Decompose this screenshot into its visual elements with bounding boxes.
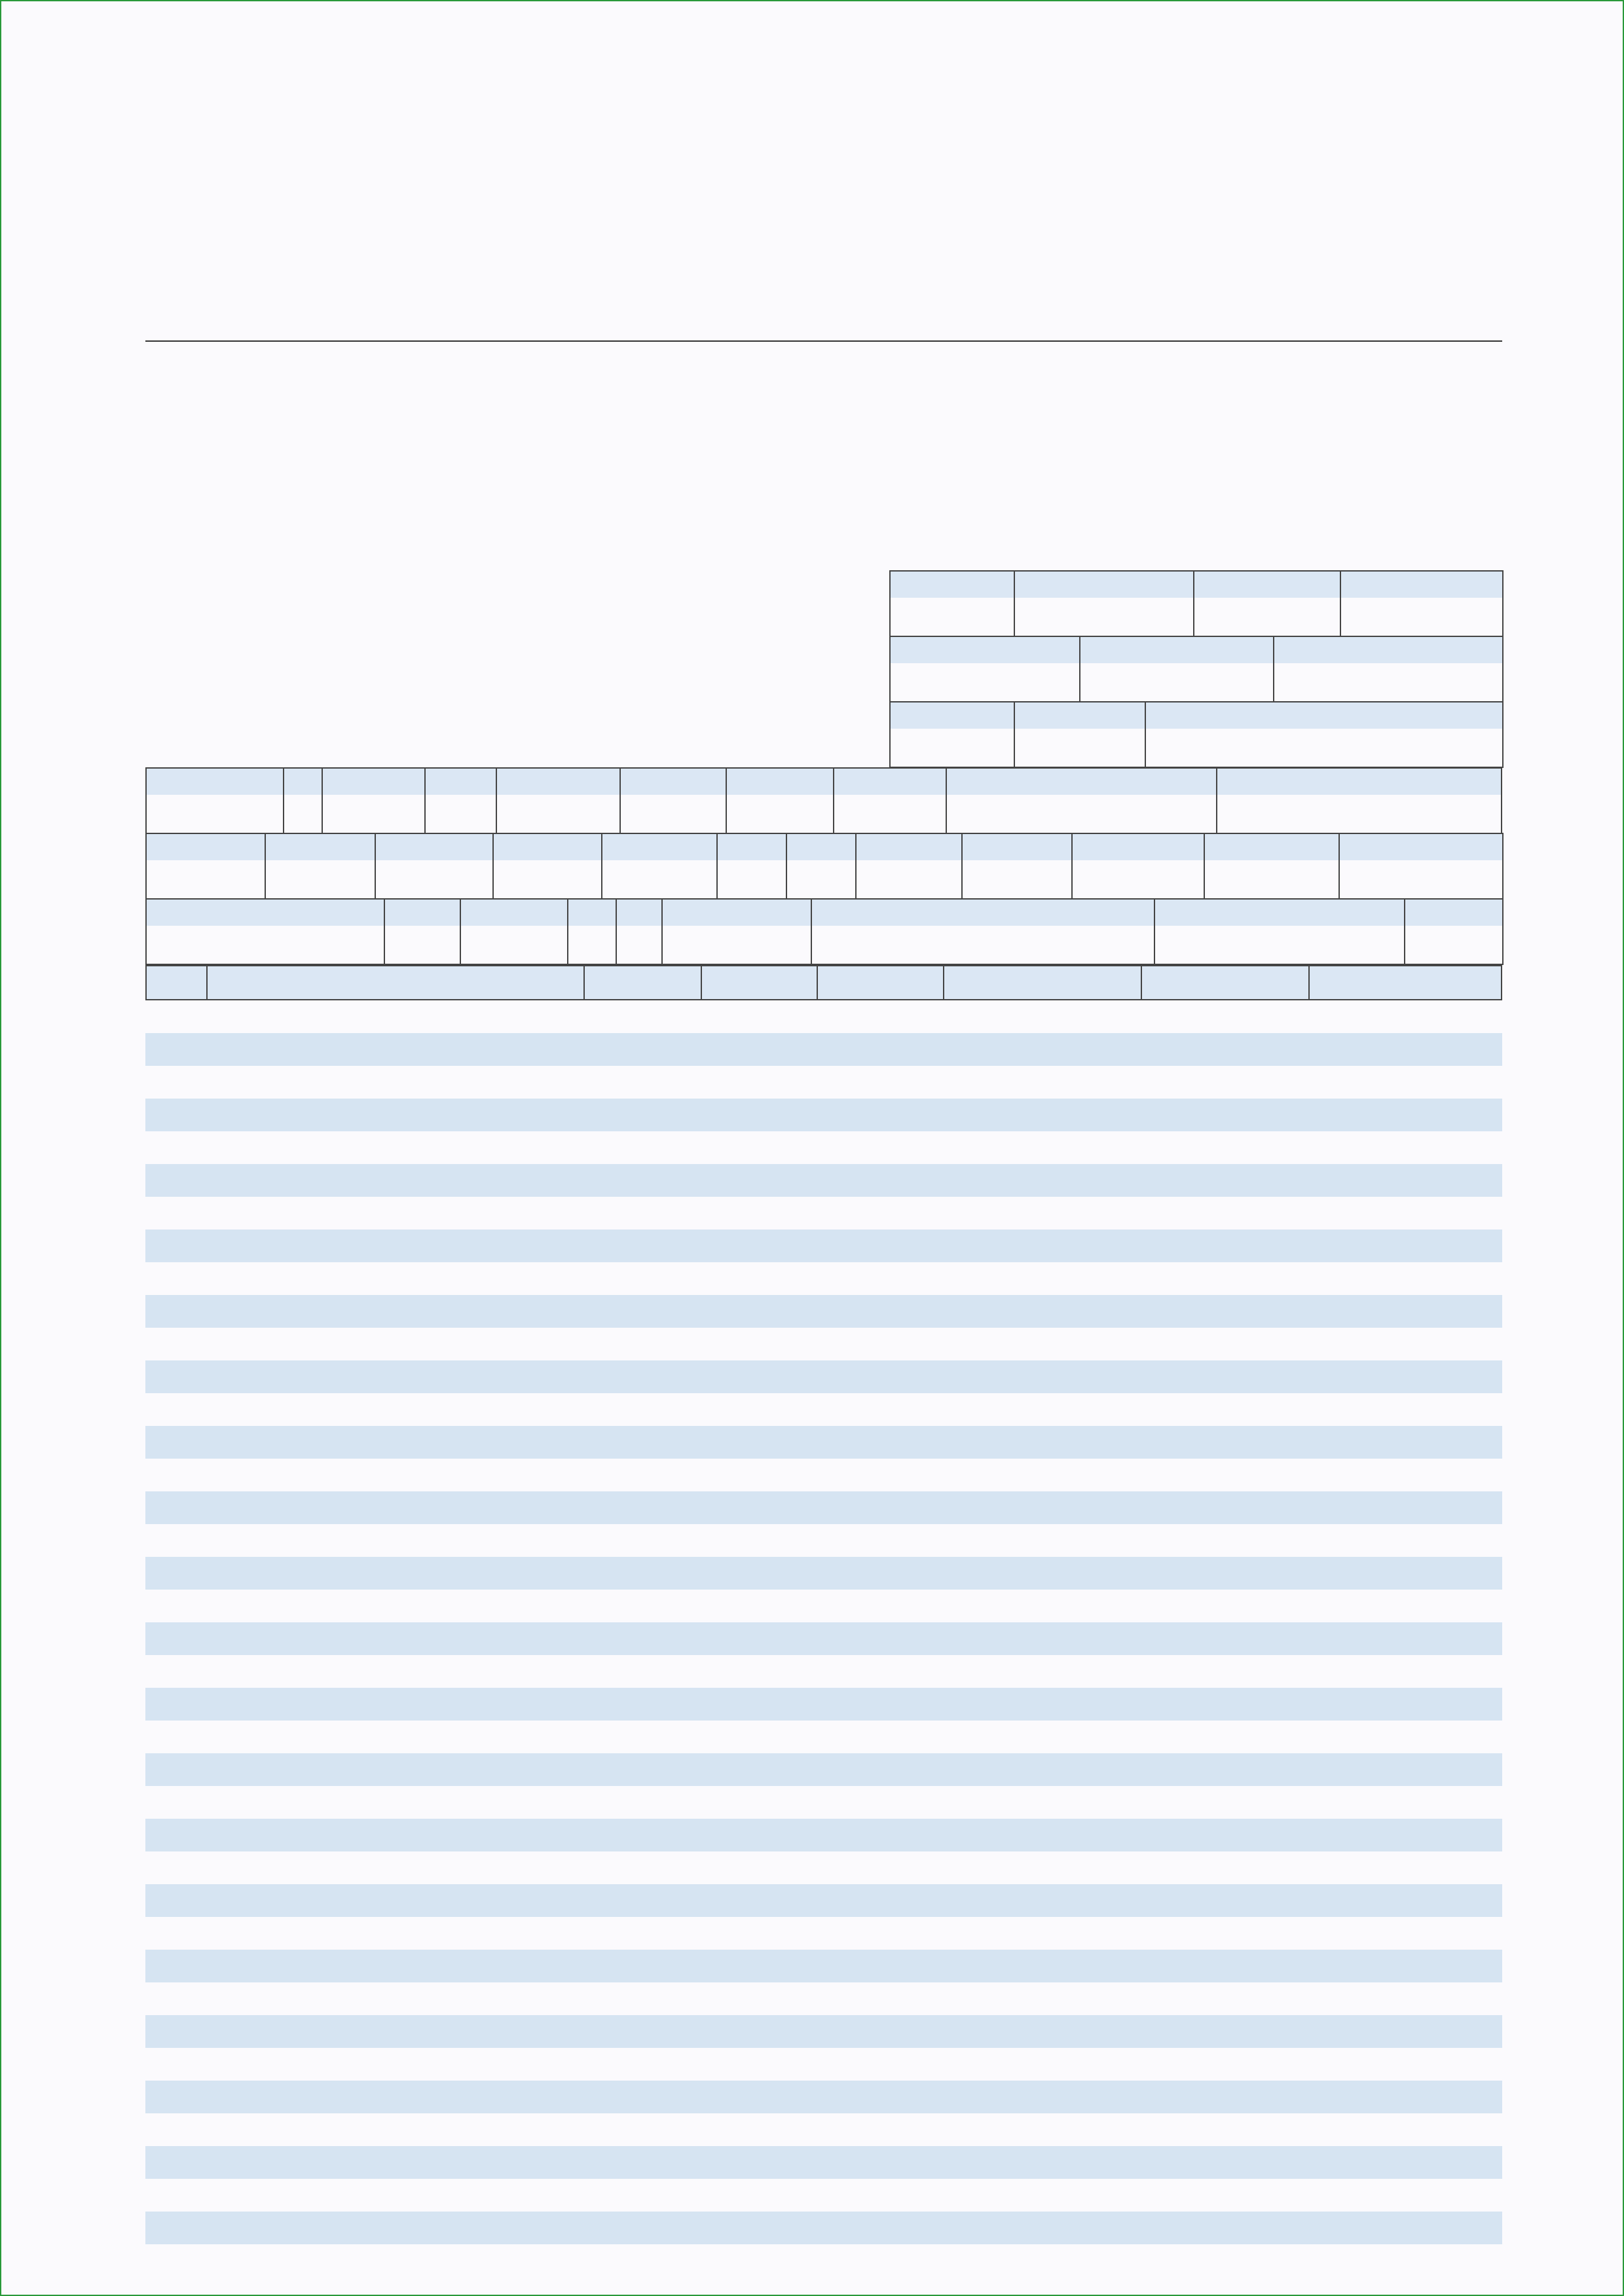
col-bezeichnung [208,966,585,999]
kug-krank-cell [962,833,1072,899]
kurtage-cell [1339,833,1503,899]
company-address [165,175,177,287]
kostenstelle-cell [1194,571,1340,636]
freizeit-rest-cell [834,768,946,833]
arbeitstage-cell [322,768,425,833]
sonderurlaub-unbezahlt-cell [602,833,717,899]
steuertage-cell [568,899,616,964]
durchschnitt-2-cell [1217,768,1502,833]
sv-tage-cell [1405,899,1503,964]
kug-tage-cell [856,833,962,899]
freizeit-genommen-cell [726,768,834,833]
col-art [147,966,208,999]
werk-cell [890,571,1014,636]
freibetrag-monat-cell [384,899,460,964]
employee-dates-table [889,636,1504,702]
sv-kennzeichen-cell [811,899,1154,964]
freibetrag-jahr-cell [460,899,568,964]
items-column-header [145,965,1502,1000]
tarifgruppe-cell [890,702,1014,767]
soll-stunden-cell [146,768,284,833]
col-faktor [702,966,818,999]
durchschnitt-1-cell [946,768,1217,833]
eintrittsdatum-cell [1080,636,1274,702]
fehltage-unentsch-cell [786,833,856,899]
geburtsdatum-value [891,663,1079,701]
tarif-table [889,701,1504,768]
urlaub-genommen-cell [265,833,375,899]
abteilung-cell [1014,571,1194,636]
feiertage-cell [425,768,496,833]
notice [889,450,895,538]
urlaub-vortrag-cell [146,833,265,899]
col-brutto [1310,966,1501,999]
stdlohn-cell [1014,702,1145,767]
kostenstelle-value [1194,598,1340,636]
urlaub-table [145,833,1504,900]
tax-sv-table [145,898,1504,965]
sv-nummer-cell [1154,899,1405,964]
steuerklasse-cell [146,899,384,964]
u-cell [616,899,662,964]
col-sv-pflichtig [944,966,1142,999]
unfalltage-cell [1204,833,1339,899]
recipient-address [165,470,177,557]
geburtsdatum-cell [890,636,1080,702]
freizeit-anspruch-cell [620,768,726,833]
steuerklasse-value [147,926,384,964]
personalnr-cell [1340,571,1503,636]
col-zuschlag [818,966,944,999]
sonderurlaub-bezahlt-cell [493,833,602,899]
eintrittsdatum-value [1080,663,1273,701]
urlaub-rest-cell [375,833,493,899]
col-std-tage [585,966,702,999]
personalnr-value [1341,598,1502,636]
col-steuerpflichtig [1142,966,1310,999]
freizeit-vortrag-cell [496,768,620,833]
hours-table [145,767,1502,834]
soll-tage-cell [284,768,322,833]
employee-info-table [889,570,1504,637]
kranktage-cell [1072,833,1204,899]
header-divider [145,340,1502,342]
fehltage-entsch-cell [717,833,786,899]
austrittsdatum-cell [1274,636,1503,702]
